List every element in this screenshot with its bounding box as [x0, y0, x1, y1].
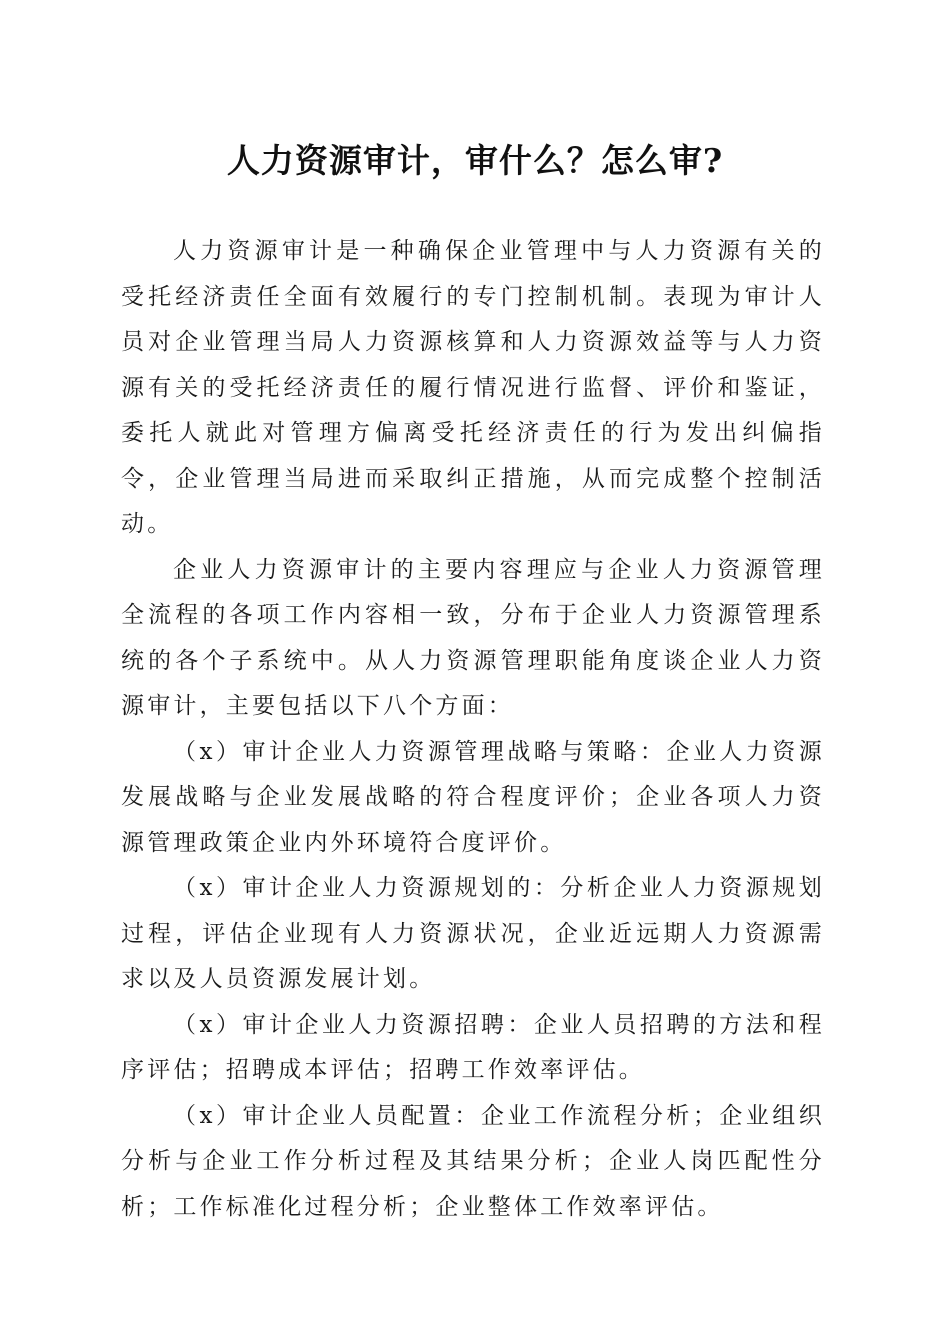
- paragraph-content-overview: 企业人力资源审计的主要内容理应与企业人力资源管理全流程的各项工作内容相一致，分布于企业人力资源管理系统的各个子系统中。从人力资源管理职能角度谈企业人力资源审计，主要包括以下八个方面：: [121, 556, 825, 719]
- paragraph-item-strategy: （x）审计企业人力资源管理战略与策略：企业人力资源发展战略与企业发展战略的符合程度评价；企业各项人力资源管理政策企业内外环境符合度评价。: [121, 738, 825, 856]
- paragraph-item-recruitment: （x）审计企业人力资源招聘：企业人员招聘的方法和程序评估；招聘成本评估；招聘工作效率评估。: [121, 1011, 825, 1083]
- paragraph-item-staffing: （x）审计企业人员配置：企业工作流程分析；企业组织分析与企业工作分析过程及其结果分析；企业人岗匹配性分析；工作标准化过程分析；企业整体工作效率评估。: [121, 1102, 825, 1220]
- paragraph-intro: 人力资源审计是一种确保企业管理中与人力资源有关的受托经济责任全面有效履行的专门控制机制。表现为审计人员对企业管理当局人力资源核算和人力资源效益等与人力资源有关的受托经济责任的履行情况进行监督、评价和鉴证，委托人就此对管理方偏离受托经济责任的行为发出纠偏指令，企业管理当局进而采取纠正措施，从而完成整个控制活动。: [121, 238, 825, 537]
- paragraph-item-planning: （x）审计企业人力资源规划的：分析企业人力资源规划过程，评估企业现有人力资源状况，企业近远期人力资源需求以及人员资源发展计划。: [121, 875, 825, 992]
- document-body: [121, 229, 825, 1230]
- document-title: 人力资源审计，审什么？怎么审?: [226, 141, 724, 180]
